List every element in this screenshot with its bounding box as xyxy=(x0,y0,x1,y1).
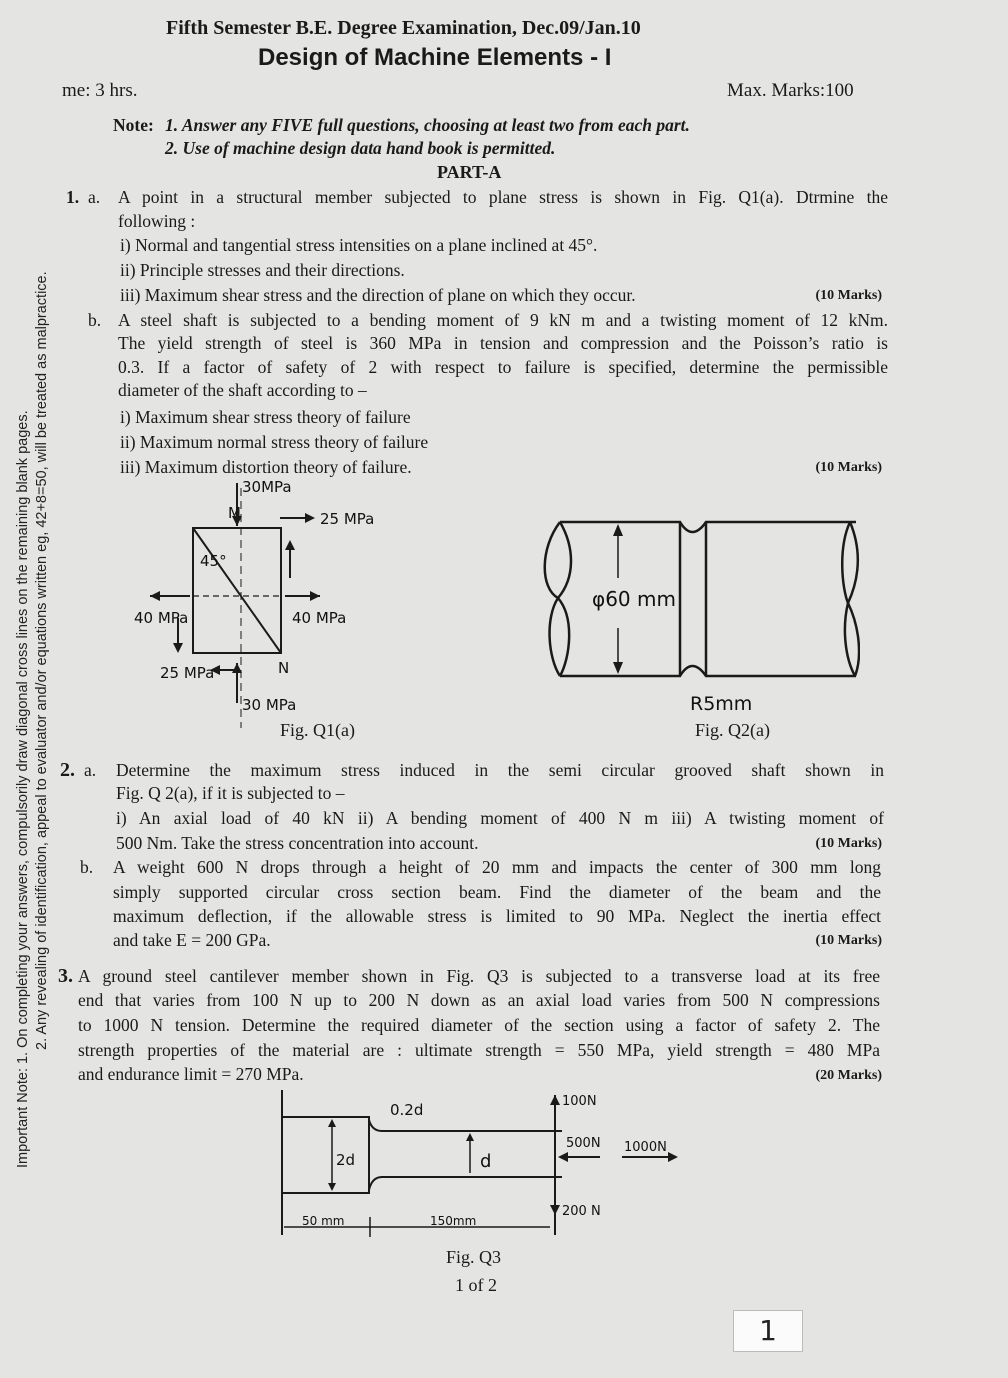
q1b-item: i) Maximum shear stress theory of failure xyxy=(120,407,411,427)
q2a-text: 500 Nm. Take the stress concentration into account. xyxy=(116,833,479,853)
q1b-text: 0.3. If a factor of safety of 2 with respect to failure is specified, determine the permissible xyxy=(118,357,888,377)
label-bottom-stress: 30 MPa xyxy=(242,696,297,714)
q3-marks: (20 Marks) xyxy=(815,1068,882,1083)
q2a-marks: (10 Marks) xyxy=(815,836,882,851)
q2b-text: A weight 600 N drops through a height of 20 mm and impacts the center of 300 mm long xyxy=(113,857,881,877)
exam-title: Fifth Semester B.E. Degree Examination, Dec.09/Jan.10 xyxy=(166,17,641,39)
q1b-label: b. xyxy=(88,310,102,330)
note-line1: 1. Answer any FIVE full questions, choosing at least two from each part. xyxy=(165,115,690,135)
label-angle: 45° xyxy=(200,552,227,570)
label-corner-m: M xyxy=(228,504,241,522)
q2a-text: Determine the maximum stress induced in the semi circular grooved shaft shown in xyxy=(116,760,884,780)
q3-text: and endurance limit = 270 MPa. xyxy=(78,1064,304,1084)
q2b-label: b. xyxy=(80,857,94,877)
page-mark-box xyxy=(733,1310,803,1352)
q1-number: 1. xyxy=(66,187,80,207)
q2-number: 2. xyxy=(60,759,75,781)
q1a-item: i) Normal and tangential stress intensities on a plane inclined at 45°. xyxy=(120,235,598,255)
q1a-text: A point in a structural member subjected to plane stress is shown in Fig. Q1(a). Dtrmine the xyxy=(118,187,888,207)
q2b-text: and take E = 200 GPa. xyxy=(113,930,271,950)
figure-caption: Fig. Q2(a) xyxy=(695,720,770,740)
q3-text: end that varies from 100 N up to 200 N down as an axial load varies from 500 N compressions xyxy=(78,990,880,1010)
figure-q3-cantilever xyxy=(270,1085,710,1285)
q2b-text: maximum deflection, if the allowable stress is limited to 90 MPa. Neglect the inertia effect xyxy=(113,906,881,926)
q1b-marks: (10 Marks) xyxy=(815,460,882,475)
label-d: d xyxy=(480,1151,492,1172)
label-100n: 100N xyxy=(562,1094,597,1109)
q2a-label: a. xyxy=(84,760,97,780)
q1a-label: a. xyxy=(88,187,101,207)
label-right-stress: 40 MPa xyxy=(292,609,347,627)
q1a-item: ii) Principle stresses and their directions. xyxy=(120,260,405,280)
figure-caption: Fig. Q3 xyxy=(446,1247,502,1267)
label-fillet: 0.2d xyxy=(390,1101,424,1119)
label-200n: 200 N xyxy=(562,1204,601,1219)
label-150mm: 150mm xyxy=(430,1214,477,1228)
q1b-text: diameter of the shaft according to – xyxy=(118,380,367,400)
part-a-heading: PART-A xyxy=(437,162,502,182)
q1b-item: iii) Maximum distortion theory of failure. xyxy=(120,457,412,477)
label-1000n: 1000N xyxy=(624,1140,667,1155)
q2b-marks: (10 Marks) xyxy=(815,933,882,948)
label-corner-n: N xyxy=(278,659,290,677)
q1b-text: The yield strength of steel is 360 MPa in tension and compression and the Poisson’s ratio is xyxy=(118,333,888,353)
label-shear-bottom: 25 MPa xyxy=(160,664,215,682)
figure-q2a-grooved-shaft xyxy=(530,478,860,740)
q2b-text: simply supported circular cross section beam. Find the diameter of the beam and the xyxy=(113,882,881,902)
side-note-line1: Important Note: 1. On completing your answers, compulsorily draw diagonal cross lines on the remaining blank pages. xyxy=(15,410,31,1168)
q3-text: strength properties of the material are : ultimate strength = 550 MPa, yield strength = 480 MPa xyxy=(78,1040,880,1060)
page-number: 1 of 2 xyxy=(455,1275,497,1295)
note-line2: 2. Use of machine design data hand book is permitted. xyxy=(165,138,556,158)
note-label: Note: xyxy=(113,115,154,135)
label-shear-top: 25 MPa xyxy=(320,510,375,528)
label-diameter: φ60 mm xyxy=(592,587,676,611)
q2a-text: Fig. Q 2(a), if it is subjected to – xyxy=(116,783,345,803)
q2a-text: i) An axial load of 40 kN ii) A bending moment of 400 N m iii) A twisting moment of xyxy=(116,808,884,828)
q3-text: to 1000 N tension. Determine the required diameter of the section using a factor of safety 2. The xyxy=(78,1015,880,1035)
q1b-text: A steel shaft is subjected to a bending moment of 9 kN m and a twisting moment of 12 kNm. xyxy=(118,310,888,330)
q1a-text: following : xyxy=(118,211,196,231)
q3-text: A ground steel cantilever member shown in Fig. Q3 is subjected to a transverse load at its free xyxy=(78,966,880,986)
time: me: 3 hrs. xyxy=(62,80,138,101)
figure-caption: Fig. Q1(a) xyxy=(280,720,355,740)
figure-q1a-stress-element xyxy=(130,478,430,740)
label-50mm: 50 mm xyxy=(302,1214,345,1228)
q1b-item: ii) Maximum normal stress theory of failure xyxy=(120,432,429,452)
label-2d: 2d xyxy=(336,1151,356,1169)
q1a-item: iii) Maximum shear stress and the direction of plane on which they occur. xyxy=(120,285,636,305)
side-note-line2: 2. Any revealing of identification, appeal to evaluator and/or equations written eg, 42+8=50, will be treated as malpractice. xyxy=(34,271,50,1050)
q3-number: 3. xyxy=(58,965,73,987)
side-important-note xyxy=(14,38,52,1168)
label-top-stress: 30MPa xyxy=(242,478,292,496)
handwritten-page-mark: 1 xyxy=(759,1314,777,1347)
label-radius: R5mm xyxy=(690,693,753,715)
label-left-stress: 40 MPa xyxy=(134,609,189,627)
max-marks: Max. Marks:100 xyxy=(727,80,854,101)
q1a-marks: (10 Marks) xyxy=(815,288,882,303)
label-500n: 500N xyxy=(566,1136,601,1151)
subject-title: Design of Machine Elements - I xyxy=(258,44,612,71)
